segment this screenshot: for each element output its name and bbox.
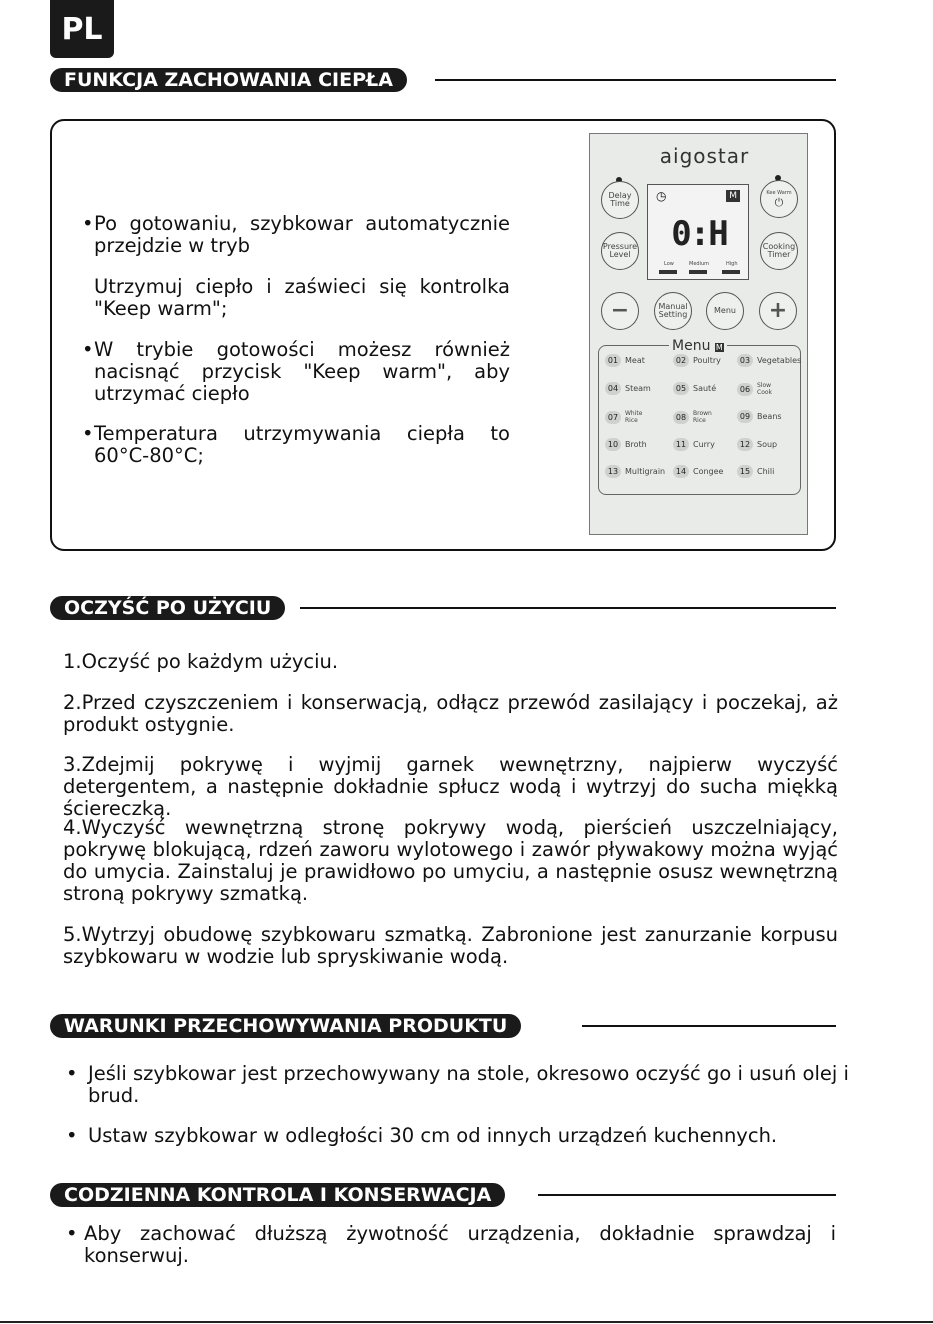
- delay-time-button[interactable]: Delay Time: [601, 181, 639, 219]
- menu-item-11[interactable]: [673, 438, 715, 451]
- menu-item-13[interactable]: [605, 465, 665, 478]
- cleaning-step-3: 3.Zdejmij pokrywę i wyjmij garnek wewnętrzny, najpierw wyczyść detergentem, a następnie dokładnie spłucz wodą i wytrzyj do sucha miękką ściereczką.: [63, 753, 838, 820]
- menu-item-label: Vegetables: [757, 356, 802, 365]
- m-badge: M: [715, 343, 723, 352]
- menu-item-number: 13: [605, 465, 621, 478]
- lcd-display: [647, 184, 749, 280]
- menu-item-10[interactable]: [605, 438, 647, 451]
- menu-item-label: Beans: [757, 412, 782, 421]
- menu-item-number: 03: [737, 354, 753, 367]
- menu-item-09[interactable]: [737, 410, 782, 423]
- display-readout: 0:H: [671, 214, 727, 254]
- section-title: FUNKCJA ZACHOWANIA CIEPŁA: [50, 68, 407, 92]
- menu-item-label: Broth: [625, 440, 647, 449]
- keep-warm-label: Kee Warm: [766, 190, 792, 196]
- section-title: WARUNKI PRZECHOWYWANIA PRODUKTU: [50, 1014, 521, 1038]
- bullet-auto-switch: • Po gotowaniu, szybkowar automatycznie przejdzie w tryb: [82, 212, 510, 257]
- cleaning-step-4: 4.Wyczyść wewnętrzną stronę pokrywy wodą, pierścień uszczelniający, pokrywę blokującą, rdzeń zaworu wylotowego i zawór pływakowy można wyjąć do umycia. Zainstaluj je prawidłowo po umyciu, a następnie osusz wewnętrzną stroną pokrywy szmatką.: [63, 816, 838, 905]
- menu-item-14[interactable]: [673, 465, 723, 478]
- menu-item-15[interactable]: [737, 465, 774, 478]
- control-panel-illustration: [589, 133, 808, 535]
- menu-item-number: 12: [737, 438, 753, 451]
- menu-programs: [598, 338, 802, 495]
- clock-icon: ◷: [656, 189, 667, 203]
- menu-item-label: Multigrain: [625, 467, 666, 476]
- section-header-storage: [50, 1014, 836, 1038]
- menu-button[interactable]: Menu: [706, 292, 744, 330]
- bullet-temperature: • Temperatura utrzymywania ciepła to 60°C-80°C;: [82, 422, 510, 467]
- menu-item-number: 06: [737, 383, 753, 396]
- menu-item-number: 10: [605, 438, 621, 451]
- level-high: High: [726, 261, 738, 267]
- cleaning-step-1: 1.Oczyść po każdym użyciu.: [63, 650, 339, 673]
- menu-item-number: 15: [737, 465, 753, 478]
- bullet-icon: •: [66, 1222, 78, 1245]
- cleaning-step-5: 5.Wytrzyj obudowę szybkowaru szmatką. Zabronione jest zanurzanie korpusu szybkowaru w wodzie lub spryskiwanie wodą.: [63, 923, 838, 968]
- cleaning-step-2: 2.Przed czyszczeniem i konserwacją, odłącz przewód zasilający i poczekaj, aż produkt ostygnie.: [63, 691, 838, 736]
- menu-item-number: 09: [737, 410, 753, 423]
- section-header-keep-warm: [50, 68, 836, 92]
- language-badge: PL: [50, 0, 114, 58]
- section-header-maintenance: [50, 1183, 836, 1207]
- menu-item-12[interactable]: [737, 438, 777, 451]
- minus-button[interactable]: −: [601, 292, 639, 330]
- section-title: OCZYŚĆ PO UŻYCIU: [50, 596, 285, 620]
- menu-item-number: 08: [673, 411, 689, 424]
- menu-item-label: Curry: [693, 440, 715, 449]
- menu-item-number: 01: [605, 354, 621, 367]
- menu-item-08[interactable]: [673, 410, 719, 424]
- brand-logo: aigostar: [659, 144, 750, 168]
- storage-item-1: Jeśli szybkowar jest przechowywany na stole, okresowo oczyść go i usuń olej i brud.: [88, 1062, 849, 1107]
- menu-item-label: Chili: [757, 467, 775, 476]
- level-bar: [722, 270, 740, 274]
- menu-item-number: 02: [673, 354, 689, 367]
- divider-line: [435, 79, 836, 81]
- menu-item-03[interactable]: [737, 354, 801, 367]
- menu-item-02[interactable]: [673, 354, 721, 367]
- storage-item-2: Ustaw szybkowar w odległości 30 cm od innych urządzeń kuchennych.: [88, 1124, 778, 1147]
- menu-item-07[interactable]: [605, 410, 651, 424]
- divider-line: [538, 1194, 836, 1196]
- bullet-standby: • W trybie gotowości możesz również nacisnąć przycisk "Keep warm", aby utrzymać ciepło: [82, 338, 510, 405]
- menu-item-label: Brown Rice: [693, 410, 712, 424]
- menu-item-01[interactable]: [605, 354, 645, 367]
- keep-warm-button[interactable]: [760, 180, 798, 218]
- section-header-cleaning: [50, 596, 836, 620]
- menu-item-number: 07: [605, 411, 621, 424]
- bullet-auto-switch-cont: Utrzymuj ciepło i zaświeci się kontrolka "Keep warm";: [94, 275, 510, 320]
- level-bar: [689, 270, 707, 274]
- plus-button[interactable]: +: [759, 292, 797, 330]
- menu-item-label: Congee: [693, 467, 724, 476]
- menu-item-label: Slow Cook: [757, 382, 773, 396]
- menu-item-label: Sauté: [693, 384, 717, 393]
- section-title: CODZIENNA KONTROLA I KONSERWACJA: [50, 1183, 505, 1207]
- menu-item-label: Meat: [625, 356, 645, 365]
- menu-item-number: 05: [673, 382, 689, 395]
- menu-item-05[interactable]: [673, 382, 716, 395]
- level-low: Low: [664, 261, 674, 267]
- menu-item-06[interactable]: [737, 382, 783, 396]
- divider-line: [582, 1025, 836, 1027]
- menu-item-number: 11: [673, 438, 689, 451]
- power-icon: ⏻: [774, 196, 784, 209]
- m-badge: M: [726, 190, 740, 202]
- page-bottom-rule: [0, 1321, 933, 1323]
- menu-title: Menu M: [669, 338, 727, 354]
- menu-item-number: 04: [605, 382, 621, 395]
- divider-line: [300, 607, 836, 609]
- maintenance-item-1: Aby zachować dłuższą żywotność urządzenia, dokładnie sprawdzaj i konserwuj.: [84, 1222, 836, 1267]
- level-medium: Medium: [689, 261, 709, 267]
- cooking-timer-button[interactable]: Cooking Timer: [760, 232, 798, 270]
- level-bar: [659, 270, 677, 274]
- bullet-icon: •: [66, 1062, 78, 1085]
- menu-item-label: Steam: [625, 384, 651, 393]
- menu-item-number: 14: [673, 465, 689, 478]
- bullet-icon: •: [66, 1124, 78, 1147]
- menu-item-label: White Rice: [625, 410, 643, 424]
- menu-item-label: Poultry: [693, 356, 721, 365]
- manual-setting-button[interactable]: Manual Setting: [654, 292, 692, 330]
- pressure-level-button[interactable]: Pressure Level: [601, 232, 639, 270]
- menu-item-04[interactable]: [605, 382, 651, 395]
- menu-item-label: Soup: [757, 440, 778, 449]
